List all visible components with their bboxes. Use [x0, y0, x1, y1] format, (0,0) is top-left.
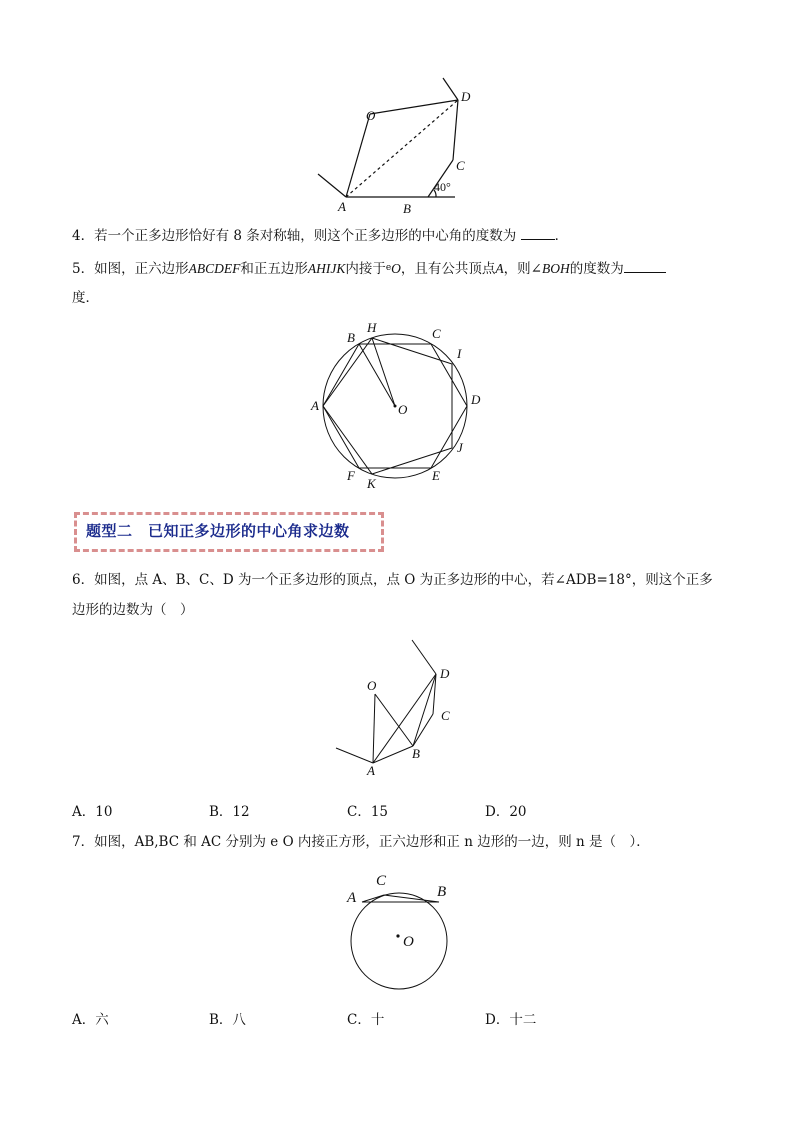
q4-end: ．	[554, 228, 569, 244]
label-B: B	[403, 201, 411, 216]
q5-hexagon: ABCDEF	[188, 261, 241, 276]
q5-text: ，且有公共顶点	[400, 261, 496, 277]
figure-1	[310, 78, 471, 216]
section-title: 题型二 已知正多边形的中心角求边数	[86, 522, 350, 540]
label-C: C	[456, 158, 465, 173]
q5-text: 和正五边形	[240, 261, 308, 277]
question-6: 6．如图，点 A、B、C、D 为一个正多边形的顶点，点 O 为正多边形的中心，若∠ADB=18°，则这个正多	[72, 572, 713, 588]
label-C: C	[376, 873, 387, 889]
label-D: D	[471, 392, 481, 407]
label-A: A	[338, 199, 346, 214]
option-a[interactable]: A．10	[72, 804, 113, 820]
q5-text: 内接于	[345, 261, 386, 277]
label-A: A	[347, 890, 357, 906]
label-B: B	[437, 884, 447, 900]
option-d[interactable]: D．十二	[485, 1012, 537, 1028]
q5-pentagon: AHIJK	[307, 261, 346, 276]
q5-circle-name: O	[391, 261, 401, 276]
label-I: I	[457, 346, 462, 361]
option-c[interactable]: C．十	[347, 1012, 385, 1028]
label-C: C	[432, 326, 441, 341]
figure-2	[305, 320, 485, 490]
question-6-line-2: 边形的边数为（ ）	[72, 602, 194, 618]
question-5	[72, 258, 666, 279]
option-a[interactable]: A．六	[72, 1012, 109, 1028]
label-B: B	[347, 330, 355, 345]
option-c[interactable]: C．15	[347, 804, 389, 820]
label-F: F	[347, 468, 355, 483]
label-A: A	[311, 398, 319, 413]
label-O: O	[367, 678, 377, 693]
q4-text: 4．若一个正多边形恰好有 8 条对称轴，则这个正多边形的中心角的度数为	[72, 228, 517, 244]
label-A: A	[367, 763, 375, 778]
label-O: O	[403, 934, 414, 950]
label-K: K	[367, 476, 376, 491]
label-B: B	[412, 746, 420, 761]
option-d[interactable]: D．20	[485, 804, 527, 820]
q5-angle: BOH	[541, 261, 570, 276]
figure-4	[340, 868, 460, 998]
question-7: 7．如图，AB,BC 和 AC 分别为 e O 内接正方形，正六边形和正 n 边形的一边，则 n 是（ ）．	[72, 834, 650, 850]
question-4	[72, 226, 568, 246]
q5-text: 的度数为	[569, 261, 624, 277]
answer-blank[interactable]	[624, 272, 666, 273]
angle-label: 40°	[434, 180, 451, 194]
label-C: C	[441, 708, 450, 723]
q5-text: 5．如图，正六边形	[72, 261, 189, 277]
option-b[interactable]: B．12	[209, 804, 250, 820]
question-5-line-2: 度．	[72, 290, 99, 306]
label-J: J	[457, 440, 463, 455]
option-b[interactable]: B．八	[209, 1012, 246, 1028]
circle-symbol: e	[385, 263, 392, 273]
q5-text: ，则∠	[503, 261, 542, 277]
answer-blank[interactable]	[521, 239, 555, 240]
label-D: D	[440, 666, 450, 681]
q5-point: A	[495, 261, 504, 276]
figure-3	[333, 636, 473, 781]
label-D: D	[461, 89, 471, 104]
label-O: O	[366, 108, 376, 123]
label-O: O	[398, 402, 408, 417]
label-E: E	[432, 468, 440, 483]
label-H: H	[367, 320, 377, 335]
